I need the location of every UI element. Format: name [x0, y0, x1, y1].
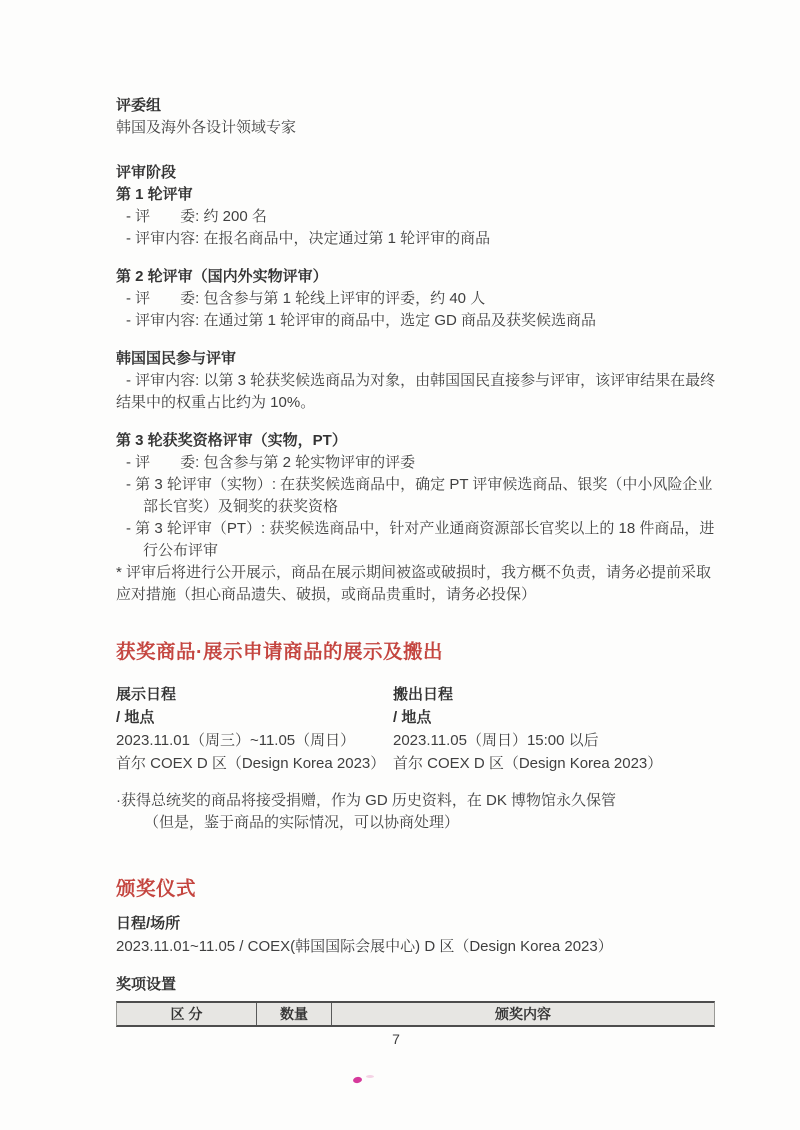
section-ceremony-heading [116, 876, 718, 902]
round2-bullet: - 评审内容: 在通过第 1 轮评审的商品中，选定 GD 商品及获奖候选商品 [126, 312, 597, 329]
exhibition-schedule-place: 首尔 COEX D 区（Design Korea 2023） [116, 755, 386, 772]
awards-table-header-content: 颁奖内容 [495, 1006, 551, 1022]
section-jury [116, 95, 718, 139]
moveout-schedule-place: 首尔 COEX D 区（Design Korea 2023） [393, 755, 663, 772]
moveout-schedule-title: 搬出日程 [393, 686, 454, 703]
round1-bullet: - 评 委: 约 200 名 [126, 208, 267, 225]
round3-bullet: - 评 委: 包含参与第 2 轮实物评审的评委 [126, 454, 416, 471]
moveout-schedule-column [393, 683, 713, 775]
exhibition-schedule-subtitle: / 地点 [116, 709, 155, 726]
ceremony-heading: 颁奖仪式 [116, 878, 197, 900]
round1-bullet: - 评审内容: 在报名商品中，决定通过第 1 轮评审的商品 [126, 230, 491, 247]
round1-heading: 第 1 轮评审 [116, 186, 193, 203]
public-review-bullet: - 评审内容: 以第 3 轮获奖候选商品为对象，由韩国国民直接参与评审，该评审结果在最终结果中的权重占比约为 10%。 [116, 372, 716, 411]
exhibition-schedule-date: 2023.11.01（周三）~11.05（周日） [116, 732, 356, 749]
scan-artifact-streak [366, 1075, 374, 1078]
round3-note: * 评审后将进行公开展示，商品在展示期间被盗或破损时，我方概不负责，请务必提前采取应对措施（担心商品遗失、破损，或商品贵重时，请务必投保） [116, 564, 712, 603]
donation-note-line2: （但是，鉴于商品的实际情况，可以协商处理） [144, 814, 460, 831]
donation-note-line1: ·获得总统奖的商品将接受捐赠，作为 GD 历史资料，在 DK 博物馆永久保管 [116, 792, 617, 809]
awards-table [116, 1001, 715, 1027]
stages-heading: 评审阶段 [116, 164, 177, 181]
scan-artifact-dot [353, 1076, 363, 1083]
awards-table-header-quantity: 数量 [256, 1003, 332, 1025]
section-exhibition-columns [116, 683, 718, 778]
round3-bullet: - 第 3 轮评审（PT）: 获奖候选商品中，针对产业通商资源部长官奖以上的 18 件商品，进行公布评审 [126, 520, 715, 559]
moveout-schedule-date: 2023.11.05（周日）15:00 以后 [393, 732, 599, 749]
section-review-stages [116, 162, 718, 606]
round2-bullet: - 评 委: 包含参与第 1 轮线上评审的评委，约 40 人 [126, 290, 486, 307]
round3-bullet: - 第 3 轮评审（实物）: 在获奖候选商品中，确定 PT 评审候选商品、银奖（中小风险企业部长官奖）及铜奖的获奖资格 [126, 476, 713, 515]
exhibition-schedule-title: 展示日程 [116, 686, 177, 703]
ceremony-schedule-heading: 日程/场所 [116, 915, 181, 932]
round2-heading: 第 2 轮评审（国内外实物评审） [116, 268, 328, 285]
section-exhibition-heading [116, 639, 718, 665]
awards-heading: 奖项设置 [116, 976, 177, 993]
jury-heading: 评委组 [116, 97, 162, 114]
round3-heading: 第 3 轮获奖资格评审（实物，PT） [116, 432, 347, 449]
moveout-schedule-subtitle: / 地点 [393, 709, 432, 726]
section-awards [116, 974, 718, 1027]
section-ceremony-schedule [116, 912, 718, 958]
public-review-heading: 韩国国民参与评审 [116, 350, 237, 367]
exhibition-heading: 获奖商品·展示申请商品的展示及搬出 [116, 641, 443, 663]
ceremony-schedule-value: 2023.11.01~11.05 / COEX(韩国国际会展中心) D 区（Design Korea 2023） [116, 938, 613, 955]
page-number: 7 [392, 1031, 400, 1047]
awards-table-header-category: 区 分 [170, 1006, 203, 1022]
section-donation-note [116, 790, 718, 834]
exhibition-schedule-column [116, 683, 388, 775]
jury-body: 韩国及海外各设计领域专家 [116, 119, 297, 136]
